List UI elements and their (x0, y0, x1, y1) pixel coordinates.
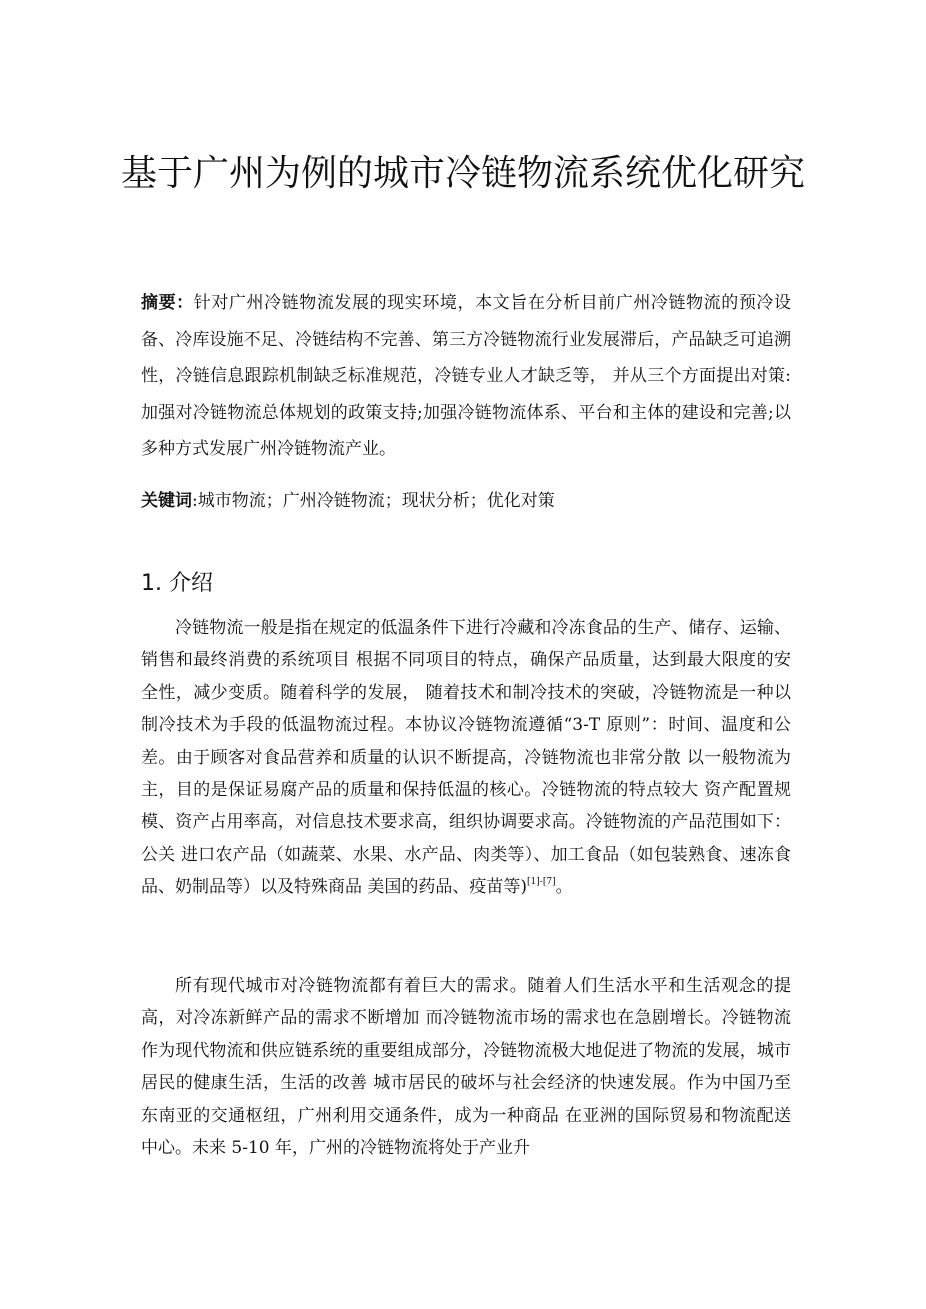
paragraph-2-text: 所有现代城市对冷链物流都有着巨大的需求。随着人们生活水平和生活观念的提高，对冷冻新鲜产品的需求不断增加 而冷链物流市场的需求也在急剧增长。冷链物流作为现代物流和供应链系统的重要组成部分，冷链物流极大地促进了物流的发展，城市居民的健康生活，生活的改善 城市居民的破坏与社会经济的快速发展。作为中国乃至东南亚的交通枢纽，广州利用交通条件，成为一种商品 在亚洲的国际贸易和物流配送中心。未来 5-10 年，广州的冷链物流将处于产业升 (141, 976, 791, 1159)
abstract-label: 摘要： (141, 293, 194, 313)
abstract-text: 针对广州冷链物流发展的现实环境，本文旨在分析目前广州冷链物流的预冷设备、冷库设施不足、冷链结构不完善、第三方冷链物流行业发展滞后，产品缺乏可追溯性，冷链信息跟踪机制缺乏标准规范，冷链专业人才缺乏等， 并从三个方面提出对策:加强对冷链物流总体规划的政策支持;加强冷链物流体系、平台和主体的建设和完善;以多种方式发展广州冷链物流产业。 (141, 293, 791, 460)
keywords-text: :城市物流；广州冷链物流；现状分析；优化对策 (192, 491, 555, 511)
paragraph-1-end: 。 (555, 877, 573, 898)
paragraph-1-text: 冷链物流一般是指在规定的低温条件下进行冷藏和冷冻食品的生产、储存、运输、销售和最终消费的系统项目 根据不同项目的特点，确保产品质量，达到最大限度的安全性，减少变质。随着科学的发展， 随着技术和制冷技术的突破，冷链物流是一种以制冷技术为手段的低温物流过程。本协议冷链物流遵循“3-T 原则”：时间、温度和公差。由于顾客对食品营养和质量的认识不断提高，冷链物流也非常分散 以一般物流为主，目的是保证易腐产品的质量和保持低温的核心。冷链物流的特点较大 资产配置规模、资产占用率高，对信息技术要求高，组织协调要求高。冷链物流的产品范围如下：公关 进口农产品（如蔬菜、水果、水产品、肉类等）、加工食品（如包装熟食、速冻食品、奶制品等）以及特殊商品 美国的药品、疫苗等) (141, 618, 791, 898)
keywords (141, 484, 791, 518)
keywords-label: 关键词 (141, 491, 192, 511)
section-heading: 1. 介绍 (141, 571, 213, 596)
citation-marker[interactable]: [1]-[7] (527, 877, 556, 888)
paper-title: 基于广州为例的城市冷链物流系统优化研究 (120, 153, 805, 194)
body-paragraph-2 (141, 970, 791, 1164)
body-paragraph-1 (141, 612, 791, 904)
abstract (141, 285, 791, 468)
